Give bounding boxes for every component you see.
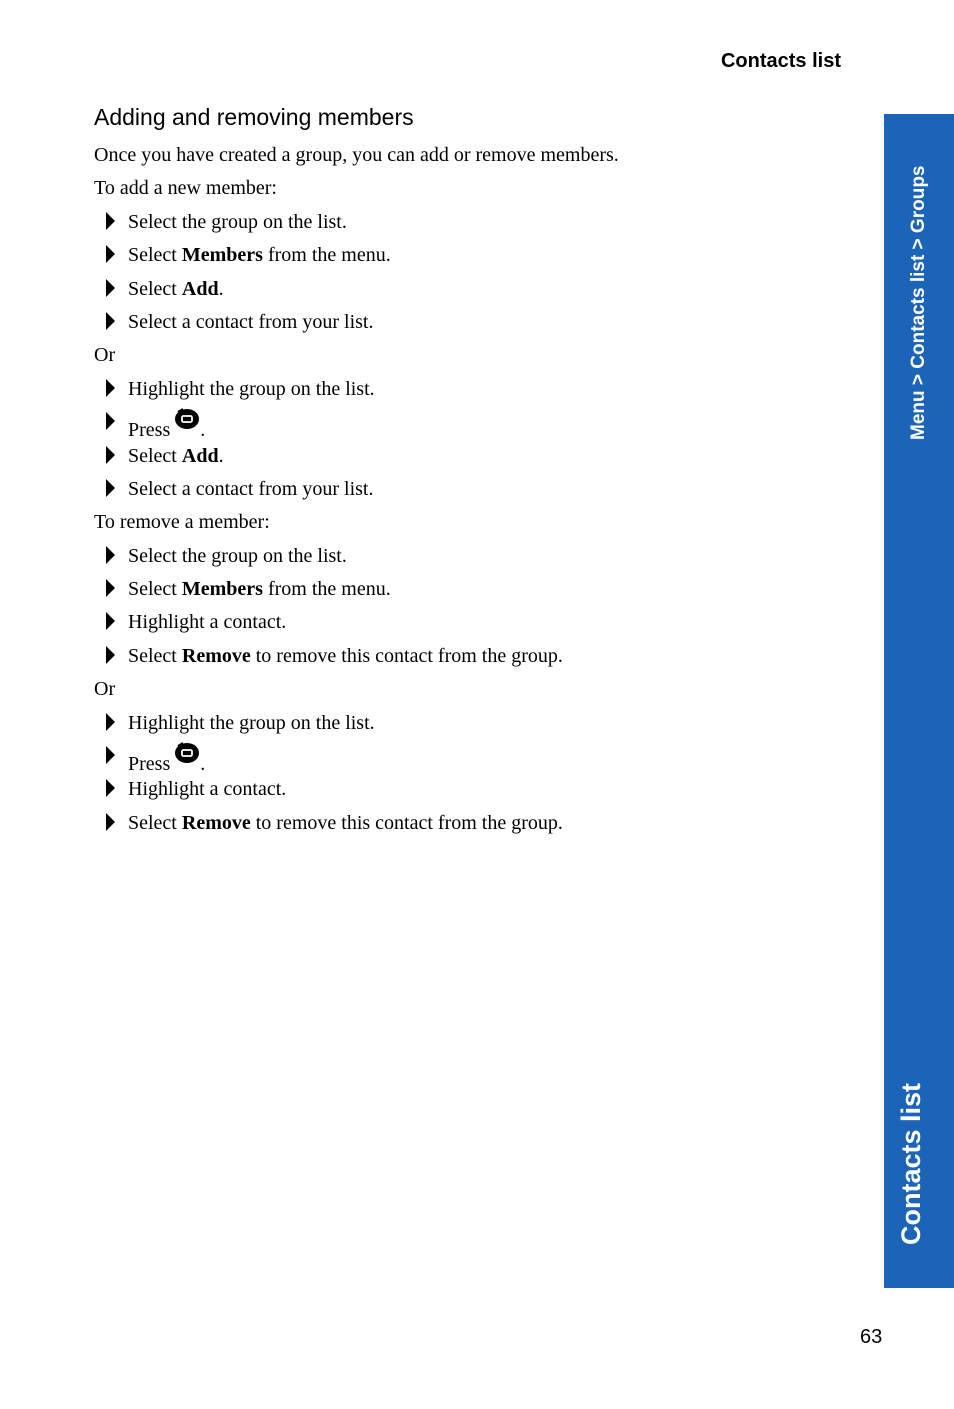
add-method-2-list [94, 375, 834, 509]
intro-text: Once you have created a group, you can add or remove members. [94, 144, 619, 166]
page-number: 63 [860, 1326, 883, 1348]
step-text: . [218, 444, 224, 467]
sidebar-breadcrumb-text: Menu > Contacts list > Groups [908, 165, 929, 440]
step-item [94, 642, 834, 675]
sidebar-chapter-title-text: Contacts list [896, 1082, 926, 1245]
step-item [94, 442, 834, 475]
step-item [94, 408, 834, 441]
arrow-right-icon [106, 612, 115, 630]
step-text: Select a contact from your list. [128, 310, 374, 333]
arrow-right-icon [106, 779, 115, 797]
add-heading: To add a new member: [94, 177, 277, 200]
step-item [94, 308, 834, 341]
arrow-right-icon [106, 379, 115, 397]
running-header: Contacts list [720, 50, 841, 72]
step-text: Select [128, 444, 182, 467]
content [94, 141, 834, 842]
step-text: Select [128, 644, 182, 667]
arrow-right-icon [106, 813, 115, 831]
arrow-right-icon [106, 446, 115, 464]
remove-heading: To remove a member: [94, 511, 270, 534]
arrow-right-icon [106, 212, 115, 230]
step-text: Select [128, 244, 182, 267]
step-text: Select [128, 578, 182, 601]
remove-method-2-list [94, 709, 834, 843]
step-text: Highlight the group on the list. [128, 377, 375, 400]
step-text: Select [128, 811, 182, 834]
step-text: from the menu. [262, 578, 391, 601]
add-method-1-list [94, 208, 834, 342]
step-item [94, 475, 834, 508]
step-text: to remove this contact from the group. [250, 811, 563, 834]
arrow-right-icon [106, 279, 115, 297]
remove-method-1-list [94, 542, 834, 676]
step-text: Press [128, 419, 171, 442]
step-item [94, 542, 834, 575]
step-bold: Members [181, 244, 263, 267]
arrow-right-icon [106, 713, 115, 731]
step-text: Highlight a contact. [128, 611, 287, 634]
step-bold: Remove [181, 644, 251, 667]
step-bold: Members [181, 578, 263, 601]
menu-key-icon [174, 742, 200, 764]
arrow-right-icon [106, 579, 115, 597]
step-item [94, 742, 834, 775]
step-text: Select [128, 277, 182, 300]
chapter-sidebar [884, 114, 954, 1288]
step-text: from the menu. [262, 244, 391, 267]
arrow-right-icon [106, 546, 115, 564]
step-item [94, 241, 834, 274]
step-text: Press [128, 753, 171, 776]
step-bold: Remove [181, 811, 251, 834]
arrow-right-icon [106, 412, 115, 430]
step-text: to remove this contact from the group. [250, 644, 563, 667]
step-bold: Add [181, 277, 219, 300]
step-text: Select the group on the list. [128, 210, 347, 233]
step-item [94, 275, 834, 308]
step-item [94, 809, 834, 842]
arrow-right-icon [106, 646, 115, 664]
arrow-right-icon [106, 245, 115, 263]
arrow-right-icon [106, 312, 115, 330]
step-item [94, 709, 834, 742]
arrow-right-icon [106, 746, 115, 764]
or-label: Or [94, 678, 116, 701]
step-text: Select the group on the list. [128, 544, 347, 567]
step-text: . [200, 419, 206, 442]
step-text: . [200, 753, 206, 776]
section-title: Adding and removing members [94, 104, 414, 130]
step-item [94, 208, 834, 241]
step-text: Highlight a contact. [128, 778, 287, 801]
step-item [94, 375, 834, 408]
step-item [94, 575, 834, 608]
step-item [94, 608, 834, 641]
step-bold: Add [181, 444, 219, 467]
arrow-right-icon [106, 479, 115, 497]
step-text: Highlight the group on the list. [128, 711, 375, 734]
menu-key-icon [174, 408, 200, 430]
step-text: . [218, 277, 224, 300]
step-item [94, 775, 834, 808]
sidebar-breadcrumb [884, 114, 954, 454]
step-text: Select a contact from your list. [128, 477, 374, 500]
or-label: Or [94, 344, 116, 367]
